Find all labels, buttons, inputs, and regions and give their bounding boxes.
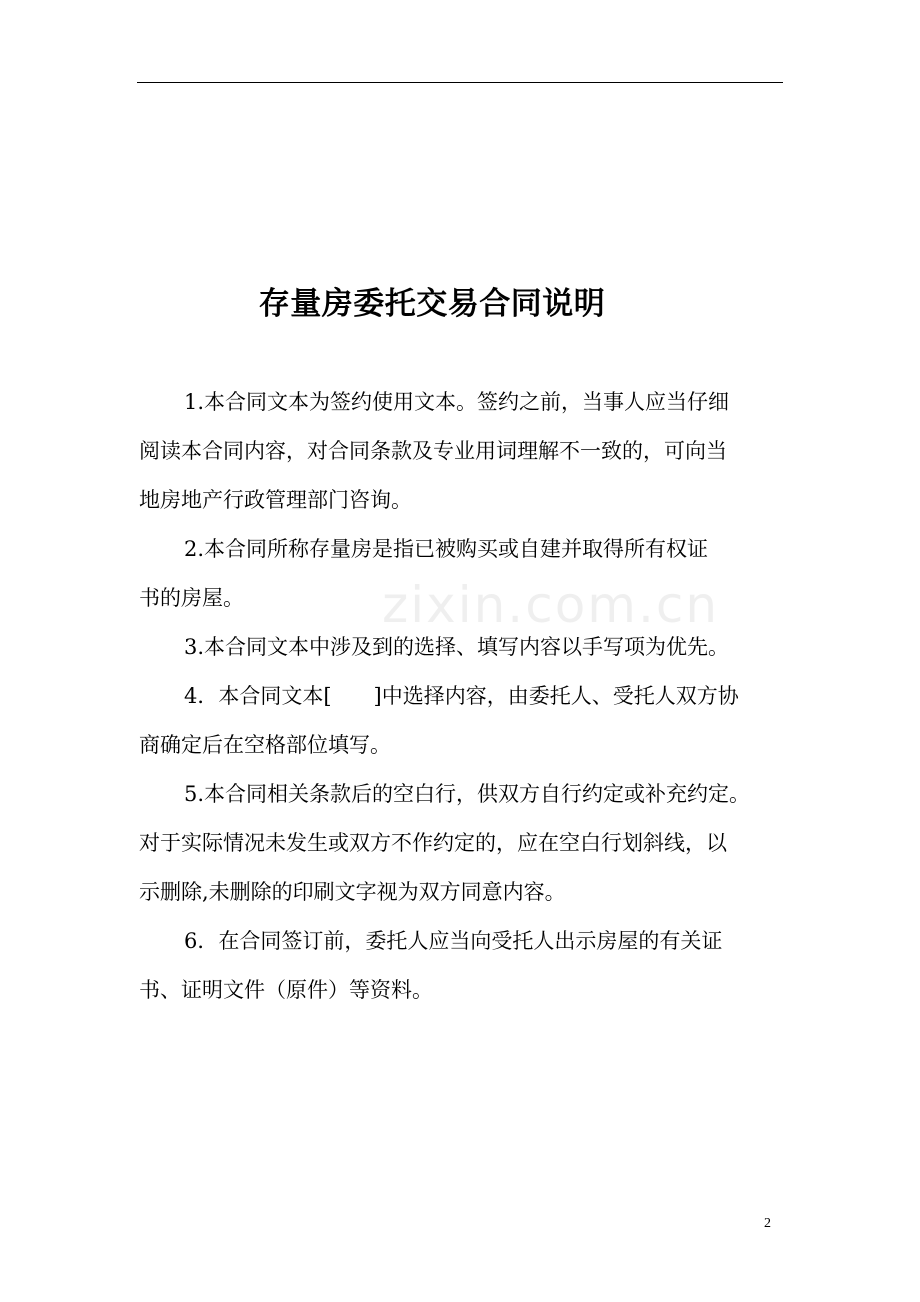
header-rule xyxy=(137,82,783,83)
paragraph-3: 3.本合同文本中涉及到的选择、填写内容以手写项为优先。 xyxy=(184,635,730,659)
document-body xyxy=(139,378,859,1015)
watermark: zixin.com.cn xyxy=(382,576,720,634)
paragraph-2: 2.本合同所称存量房是指已被购买或自建并取得所有权证 书的房屋。 xyxy=(139,537,709,610)
paragraph-1: 1.本合同文本为签约使用文本。签约之前，当事人应当仔细 阅读本合同内容，对合同条款及专业用词理解不一致的，可向当 地房地产行政管理部门咨询。 xyxy=(139,390,730,512)
paragraph-6: 6．在合同签订前，委托人应当向受托人出示房屋的有关证 书、证明文件（原件）等资料。 xyxy=(139,929,723,1002)
paragraph-5: 5.本合同相关条款后的空白行，供双方自行约定或补充约定。 对于实际情况未发生或双方不作约定的，应在空白行划斜线，以 示删除,未删除的印刷文字视为双方同意内容。 xyxy=(139,782,751,904)
page-number: 2 xyxy=(764,1216,771,1231)
document-title: 存量房委托交易合同说明 xyxy=(258,286,606,322)
paragraph-4: 4．本合同文本[ ]中选择内容，由委托人、受托人双方协 商确定后在空格部位填写。 xyxy=(139,684,739,757)
